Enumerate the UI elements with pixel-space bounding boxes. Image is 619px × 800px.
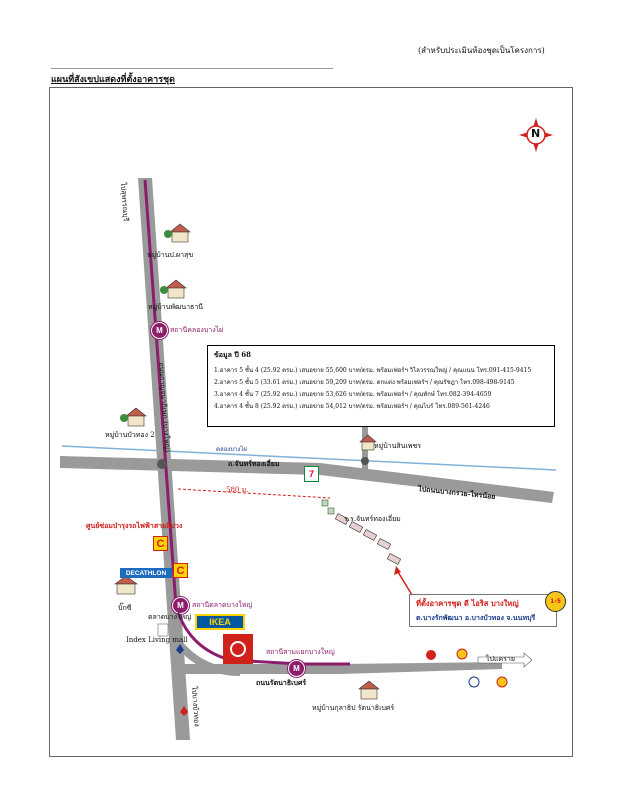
metro-station-icon: M — [151, 322, 168, 339]
shell-icon — [497, 677, 507, 687]
esso-icon — [469, 677, 479, 687]
canal-label: คลองบางไผ่ — [216, 446, 247, 453]
village-label: หมู่บ้านพัฒนาธานี — [148, 303, 204, 311]
rattanathibet-label: ถนนรัตนาธิเบศร์ — [256, 678, 307, 687]
junction-marker — [157, 459, 167, 469]
project-name: ที่ตั้งอาคารชุด ดี ไอริส บางใหญ่ — [416, 599, 519, 608]
gas-station-icon — [426, 650, 436, 660]
big-c-logo: C — [153, 536, 168, 551]
upper-road-label: ถ.จันทร์ทองเอี่ยม — [228, 459, 280, 468]
market-logo — [223, 634, 253, 664]
station-label: สถานีคลองบางไผ่ — [170, 326, 224, 334]
village-label: หมู่บ้านบัวทอง 2 — [105, 431, 155, 439]
ikea-logo: IKEA — [195, 614, 245, 630]
village-label: หมู่บ้านป.ผาสุข — [147, 251, 194, 259]
to-north-label: ไปสุพรรณบุรี — [119, 182, 130, 222]
market-label: ตลาดบางใหญ่ — [148, 613, 192, 621]
listing-info-box — [207, 345, 555, 427]
decathlon-logo: DECATHLON — [120, 568, 172, 578]
project-location-box — [409, 594, 557, 627]
info-line: 3.อาคาร 4 ชั้น 7 (25.92 ตรม.) เสนอขาย 53,626 บาท/ตรม. พร้อมเฟอร์ฯ / คุณทักษ์ โทร.082-394-4659 — [214, 391, 492, 398]
distance-label: 580 ม. — [226, 486, 249, 494]
station-label: สถานีตลาดบางใหญ่ — [192, 601, 253, 609]
project-arrow — [398, 572, 412, 595]
info-title: ข้อมูล ปี 68 — [214, 350, 251, 359]
info-line: 4.อาคาร 4 ชั้น 8 (25.92 ตรม.) เสนอขาย 54,012 บาท/ตรม. พร้อมเฟอร์ฯ / คุณไบร์ โทร.089-561-4246 — [214, 403, 490, 410]
village-label: หมู่บ้านกุลาธิป รัตนาธิเบศร์ — [312, 704, 395, 712]
page-title: แผนที่สังเขปแสดงที่ตั้งอาคารชุด — [51, 75, 176, 85]
depot-label: ศูนย์ซ่อมบำรุงรถไฟฟ้าสายสีม่วง — [86, 521, 183, 530]
metro-station-icon: M — [172, 597, 189, 614]
school-buildings — [322, 500, 334, 514]
index-label: Index Living mall — [126, 636, 188, 644]
metro-station-icon: M — [288, 660, 305, 677]
info-line: 2.อาคาร 5 ชั้น 5 (33.61 ตรม.) เสนอขาย 59,209 บาท/ตรม. ตกแต่ง พร้อมเฟอร์ฯ / คุณรัชฎา โทร.098-498-9145 — [214, 379, 515, 386]
info-line: 1.อาคาร 5 ชั้น 4 (25.92 ตรม.) เสนอขาย 55,600 บาท/ตรม. พร้อมเฟอร์ฯ วิไลวรรณใหญ่ / คุณแนน โทร.091-415-9415 — [214, 367, 532, 374]
main-road-label: ถนนกาญจนาภิเษก (บางใหญ่) — [157, 362, 172, 453]
village-label: หมู่บ้านสินเพชร — [374, 442, 421, 450]
compass — [519, 118, 553, 152]
to-east-lower-label: ไปแคราย — [486, 655, 515, 663]
project-badge: 1-5 — [545, 591, 566, 612]
distance-dash — [178, 489, 330, 498]
seven-eleven-logo: 7 — [304, 466, 319, 482]
big-c-label: บิ๊กซี — [118, 604, 132, 612]
header-note: (สำหรับประเมินห้องชุดเป็นโครงการ) — [418, 46, 545, 55]
to-south-label: ไปบางบัวทอง — [190, 686, 201, 727]
station-label: สถานีสามแยกบางใหญ่ — [266, 648, 335, 656]
school-label: ร.ร.จันทร์ทองเอี่ยม — [344, 515, 401, 523]
shell-icon — [457, 649, 467, 659]
project-address: ต.บางรักพัฒนา อ.บางบัวทอง จ.นนทบุรี — [416, 613, 536, 622]
index-logo — [158, 624, 168, 636]
big-c-logo: C — [173, 563, 188, 578]
to-east-upper-label: ไปถนนบางกรวย-ไทรน้อย — [417, 483, 496, 502]
compass-letter: N — [531, 127, 541, 140]
junction-marker — [361, 457, 369, 465]
